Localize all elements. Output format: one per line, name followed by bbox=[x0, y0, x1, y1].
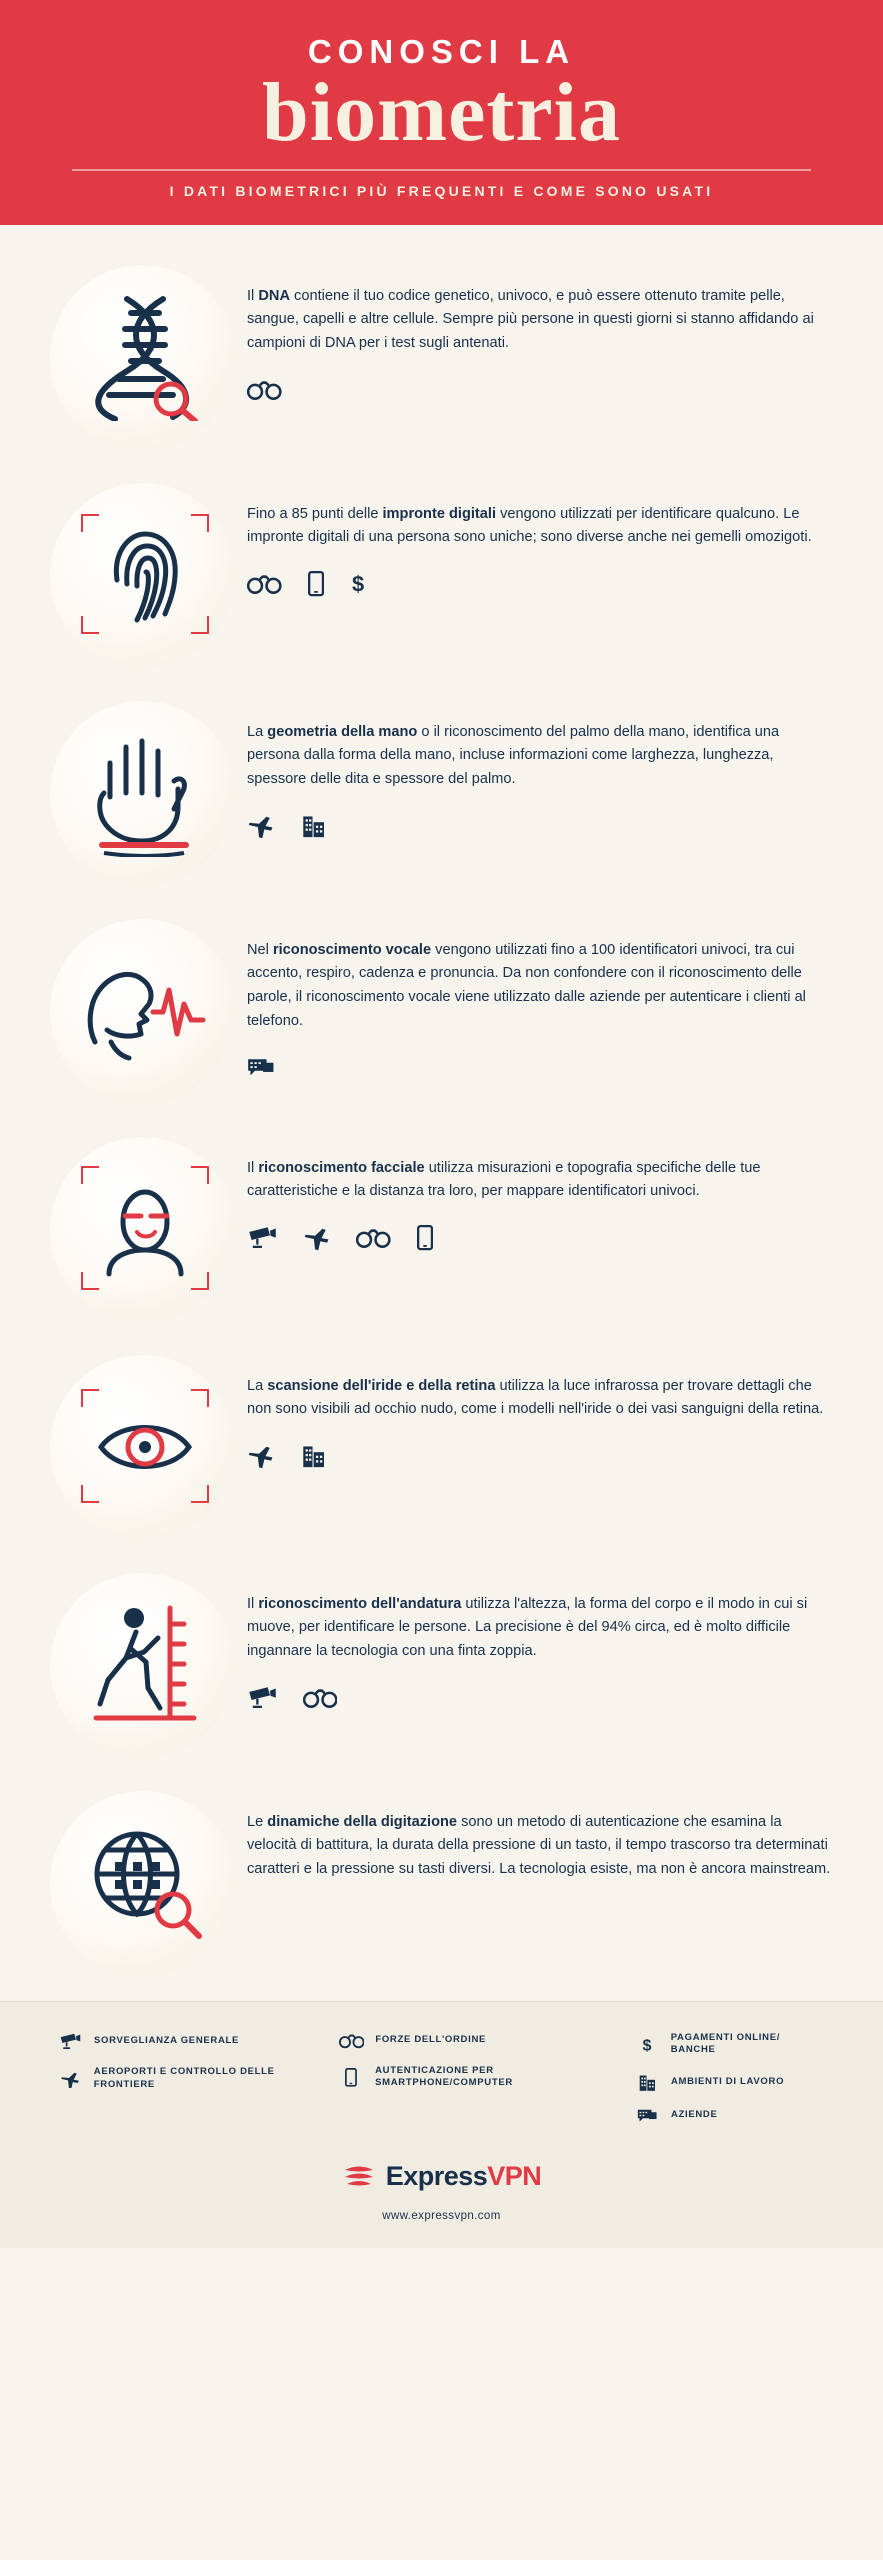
legend-item-label: FORZE DELL'ORDINE bbox=[375, 2033, 487, 2045]
handcuffs-icon bbox=[337, 2032, 365, 2049]
row-icon-area bbox=[42, 1569, 247, 1759]
legend bbox=[0, 2001, 883, 2144]
biometric-row bbox=[0, 1337, 883, 1555]
legend-item-label: PAGAMENTI ONLINE/ BANCHE bbox=[670, 2031, 781, 2056]
row-icon-area bbox=[42, 1787, 247, 1977]
row-usage-tags bbox=[247, 1442, 835, 1470]
row-text-area bbox=[247, 261, 835, 404]
biometric-row bbox=[0, 247, 883, 465]
biometric-row bbox=[0, 683, 883, 901]
content-rows bbox=[0, 225, 883, 2001]
airplane-icon bbox=[247, 1443, 275, 1468]
row-icon-area bbox=[42, 261, 247, 451]
row-description: Le dinamiche della digitazione sono un metodo di autenticazione che esamina la velocità di battitura, la durata della pressione di un tasto, il tempo trascorso tra determinati caratteri e la pressione su tasti diversi. La tecnologia esiste, ma non è ancora mainstream. bbox=[247, 1813, 831, 1877]
page-title: biometria bbox=[262, 66, 621, 160]
building-icon bbox=[301, 1443, 326, 1468]
brand-name bbox=[386, 2161, 542, 2192]
iris-scan-icon bbox=[81, 1389, 209, 1503]
airplane-icon bbox=[56, 2070, 84, 2089]
brand-first: Express bbox=[385, 2161, 488, 2192]
legend-item bbox=[56, 2032, 337, 2051]
brand-logo bbox=[342, 2161, 542, 2192]
row-icon-area bbox=[42, 697, 247, 887]
fingerprint-icon bbox=[81, 514, 209, 634]
building-icon bbox=[301, 813, 326, 838]
row-usage-tags bbox=[247, 812, 835, 840]
row-icon-area bbox=[42, 1133, 247, 1323]
biometric-row bbox=[0, 1119, 883, 1337]
row-text-area bbox=[247, 697, 835, 840]
footer bbox=[0, 2143, 883, 2248]
row-description: Il DNA contiene il tuo codice genetico, univoco, e può essere ottenuto tramite pelle, sangue, capelli e altre cellule. Sempre più persone in questi giorni si stanno affidando ai campioni di DNA per i test sugli antenati. bbox=[247, 287, 814, 351]
airplane-icon bbox=[303, 1225, 331, 1250]
row-usage-tags bbox=[247, 1053, 835, 1081]
row-icon-area bbox=[42, 479, 247, 669]
handcuffs-icon bbox=[356, 1226, 391, 1249]
dollar-icon bbox=[633, 2035, 661, 2054]
company-icon bbox=[247, 1057, 275, 1078]
legend-item bbox=[337, 2065, 633, 2091]
svg-text:$: $ bbox=[642, 2036, 652, 2054]
biometric-row bbox=[0, 1773, 883, 1991]
legend-item bbox=[337, 2032, 633, 2049]
handcuffs-icon bbox=[247, 378, 282, 401]
row-text-area bbox=[247, 1133, 835, 1252]
row-description: La scansione dell'iride e della retina utilizza la luce infrarossa per trovare dettagli che non sono visibili ad occhio nudo, come i modelli nell'iride o dei vasi sanguigni della retina. bbox=[247, 1377, 824, 1418]
legend-item-label: AEROPORTI E CONTROLLO DELLE FRONTIERE bbox=[93, 2066, 275, 2091]
header bbox=[0, 0, 883, 225]
row-icon-area bbox=[42, 1351, 247, 1541]
row-description: La geometria della mano o il riconoscimento del palmo della mano, identifica una persona dalla forma della mano, incluse informazioni come larghezza, lunghezza, spessore delle dita e spessore del palmo. bbox=[247, 723, 780, 787]
row-description: Fino a 85 punti delle impronte digitali vengono utilizzati per identificare qualcuno. Le impronte digitali di una persona sono uniche; sono diverse anche nei gemelli omozigoti. bbox=[247, 505, 812, 546]
legend-item bbox=[633, 2073, 827, 2092]
surveillance-camera-icon bbox=[247, 1685, 277, 1710]
biometric-row bbox=[0, 465, 883, 683]
svg-text:$: $ bbox=[351, 571, 364, 597]
brand-second: VPN bbox=[487, 2161, 542, 2192]
legend-item-label: SORVEGLIANZA GENERALE bbox=[94, 2034, 240, 2046]
header-divider bbox=[72, 169, 811, 171]
row-description: Il riconoscimento facciale utilizza misurazioni e topografia specifiche delle tue caratteristiche e la distanza tra loro, per mappare identificatori univoci. bbox=[247, 1159, 761, 1200]
row-description: Nel riconoscimento vocale vengono utilizzati fino a 100 identificatori univoci, tra cui accento, respiro, cadenza e pronuncia. Da non confondere con il riconoscimento delle parole, il riconoscimento vocale viene utilizzato dalle aziende per autenticare i clienti al telefono. bbox=[247, 941, 806, 1029]
expressvpn-mark-icon bbox=[342, 2164, 376, 2190]
biometric-row bbox=[0, 901, 883, 1119]
legend-item bbox=[56, 2066, 337, 2092]
smartphone-icon bbox=[308, 571, 324, 596]
legend-column bbox=[56, 2032, 337, 2124]
legend-item bbox=[633, 2108, 827, 2123]
legend-column bbox=[337, 2032, 633, 2124]
airplane-icon bbox=[247, 813, 275, 838]
gait-recognition-icon bbox=[86, 1600, 204, 1728]
row-text-area bbox=[247, 1351, 835, 1470]
hand-geometry-icon bbox=[90, 727, 200, 857]
row-description: Il riconoscimento dell'andatura utilizza l'altezza, la forma del corpo e il modo in cui si muove, per identificare le persone. La precisione è del 94% circa, ed è molto difficile ingannare la tecnologia con una finta zoppia. bbox=[247, 1595, 808, 1659]
dollar-icon bbox=[350, 571, 366, 596]
legend-item bbox=[633, 2032, 827, 2058]
row-icon-area bbox=[42, 915, 247, 1105]
dna-icon bbox=[85, 291, 205, 421]
footer-url: www.expressvpn.com bbox=[382, 2210, 501, 2223]
header-kicker: CONOSCI LA bbox=[307, 33, 576, 70]
legend-item-label: AUTENTICAZIONE PER SMARTPHONE/COMPUTER bbox=[375, 2064, 513, 2089]
typing-dynamics-icon bbox=[81, 1824, 209, 1940]
row-usage-tags bbox=[247, 1224, 835, 1252]
company-icon bbox=[633, 2108, 661, 2123]
legend-column bbox=[633, 2032, 827, 2124]
row-usage-tags bbox=[247, 570, 835, 598]
building-icon bbox=[633, 2073, 661, 2092]
smartphone-icon bbox=[417, 1225, 433, 1250]
row-usage-tags bbox=[247, 1684, 835, 1712]
voice-recognition-icon bbox=[81, 950, 209, 1070]
row-text-area bbox=[247, 479, 835, 598]
row-usage-tags bbox=[247, 376, 835, 404]
face-recognition-icon bbox=[81, 1166, 209, 1290]
handcuffs-icon bbox=[303, 1686, 338, 1709]
smartphone-icon bbox=[337, 2068, 365, 2087]
row-text-area bbox=[247, 915, 835, 1082]
row-text-area bbox=[247, 1787, 835, 1930]
legend-item-label: AZIENDE bbox=[670, 2109, 718, 2121]
header-subtitle: I DATI BIOMETRICI PIÙ FREQUENTI E COME SONO USATI bbox=[169, 182, 714, 199]
surveillance-camera-icon bbox=[56, 2032, 84, 2051]
row-text-area bbox=[247, 1569, 835, 1712]
biometric-row bbox=[0, 1555, 883, 1773]
surveillance-camera-icon bbox=[247, 1225, 277, 1250]
row-usage-tags bbox=[247, 1902, 835, 1930]
handcuffs-icon bbox=[247, 572, 282, 595]
legend-item-label: AMBIENTI DI LAVORO bbox=[670, 2076, 785, 2088]
